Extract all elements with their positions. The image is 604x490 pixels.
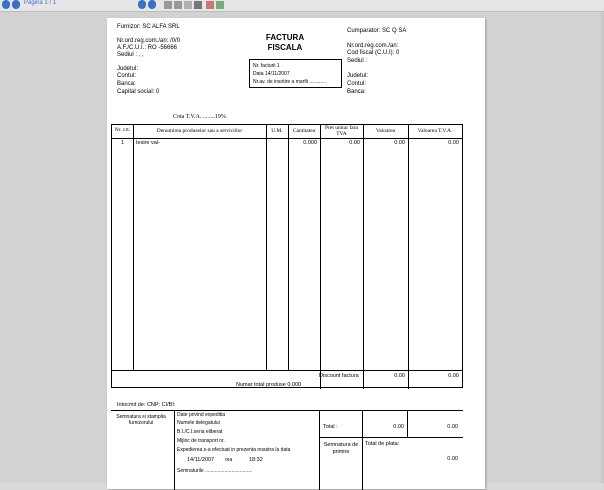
supplier-seat: Sediul : , , bbox=[117, 52, 144, 58]
col-header-nr: Nr. crt. bbox=[114, 127, 131, 133]
row-nr: 1 bbox=[120, 140, 125, 146]
payable-label: Total de plata: bbox=[365, 441, 400, 447]
buyer-account: Contul: bbox=[347, 81, 367, 87]
ship-date: 14/11/2007 bbox=[187, 457, 215, 463]
supplier-county: Judetul: bbox=[117, 66, 139, 72]
invoice-number: Nr. facturii 1 bbox=[253, 63, 280, 69]
buyer-reg: Nr.ord.reg.com./an: bbox=[347, 43, 399, 49]
delivery-title: Date privind expeditia bbox=[177, 412, 226, 418]
export-icon[interactable] bbox=[206, 1, 214, 9]
invoice-info-box bbox=[249, 59, 342, 88]
invoice-page bbox=[107, 18, 485, 489]
buyer-fiscal: Cod fiscal (C.U.I): 0 bbox=[347, 50, 400, 56]
col-header-unit-price: Pret unitar fara TVA bbox=[325, 125, 358, 137]
row-qty: 0.000 bbox=[303, 140, 317, 146]
payable-value: 0.00 bbox=[447, 456, 458, 462]
buyer-seat: Sediul : bbox=[347, 58, 368, 64]
copy-icon[interactable] bbox=[184, 1, 192, 9]
supplier-capital: Capital social: 0 bbox=[117, 89, 160, 95]
row-unit-price: 0.00 bbox=[349, 140, 360, 146]
prev-page-icon[interactable] bbox=[138, 0, 146, 9]
invoice-title bbox=[255, 33, 315, 53]
row-value: 0.00 bbox=[394, 140, 405, 146]
supplier-reg: Nr.ord.reg.com./an: /0/0 bbox=[117, 38, 181, 44]
total-vat: 0.00 bbox=[447, 424, 458, 430]
ship-time: 18:32 bbox=[249, 457, 263, 463]
supplier-bank: Banca: bbox=[117, 81, 136, 87]
col-header-qty: Cantitatea bbox=[292, 128, 316, 134]
items-table bbox=[111, 124, 463, 388]
forward-icon[interactable] bbox=[12, 0, 20, 9]
footer-table bbox=[111, 410, 463, 489]
id-document: B.I./C.I.seria eliberat bbox=[177, 429, 223, 435]
vat-rate: Cota T.V.A. ........19% bbox=[173, 114, 226, 120]
ship-time-label: ora bbox=[225, 457, 233, 463]
discount-label: Discount factura bbox=[319, 373, 359, 379]
total-value: 0.00 bbox=[393, 424, 404, 430]
delegate-name: Numele delegatului bbox=[177, 420, 220, 426]
col-header-vat: Valoarea T.V.A. bbox=[417, 128, 453, 134]
receipt-signature: Semnatura de primire bbox=[323, 442, 359, 455]
total-label: Total : bbox=[323, 424, 338, 430]
help-icon[interactable] bbox=[216, 1, 224, 9]
col-header-um: U.M. bbox=[271, 128, 283, 134]
invoice-date: Data 14/11/2007 bbox=[253, 71, 290, 77]
cut-icon[interactable] bbox=[194, 1, 202, 9]
discount-value: 0.00 bbox=[394, 373, 405, 379]
back-icon[interactable] bbox=[2, 0, 10, 9]
col-header-value: Valoarea bbox=[375, 128, 396, 134]
row-name: Iesire val- bbox=[136, 140, 160, 146]
page-indicator: Pagina 1 / 1 bbox=[24, 0, 57, 6]
buyer-name: Cumparator: SC Q SA bbox=[347, 28, 407, 34]
save-icon[interactable] bbox=[174, 1, 182, 9]
document-viewport[interactable] bbox=[0, 12, 604, 483]
print-icon[interactable] bbox=[164, 1, 172, 9]
drafted-by: Intocmit de: CNP: CI/BI: bbox=[117, 402, 176, 408]
total-products: Numar total produse 0.000 bbox=[236, 382, 302, 388]
buyer-bank: Banca: bbox=[347, 89, 366, 95]
supplier-account: Contul: bbox=[117, 73, 137, 79]
invoice-notice: Nr.av. de insotire a marfii ............ bbox=[253, 79, 326, 85]
col-header-name: Denumirea produselor sau a serviciilor bbox=[156, 128, 243, 134]
supplier-stamp: Semnatura si stampila furnizorului bbox=[116, 414, 166, 426]
supplier-name: Furnizor: SC ALFA SRL bbox=[117, 24, 180, 30]
shipment-note: Expedierea s-a efectuat in prezenta noastra la data bbox=[177, 447, 291, 453]
viewer-toolbar bbox=[0, 0, 604, 12]
supplier-cui: A.F./C.U.I.: RO -56666 bbox=[117, 45, 178, 51]
transport-means: Mijloc de transport nr. bbox=[177, 438, 225, 444]
row-vat: 0.00 bbox=[448, 140, 459, 146]
buyer-county: Judetul: bbox=[347, 73, 369, 79]
title-line1: FACTURA bbox=[265, 33, 305, 42]
discount-vat: 0.00 bbox=[448, 373, 459, 379]
signatures: Semnaturile .................................. bbox=[177, 468, 253, 474]
next-page-icon[interactable] bbox=[148, 0, 156, 9]
title-line2: FISCALA bbox=[267, 43, 303, 52]
